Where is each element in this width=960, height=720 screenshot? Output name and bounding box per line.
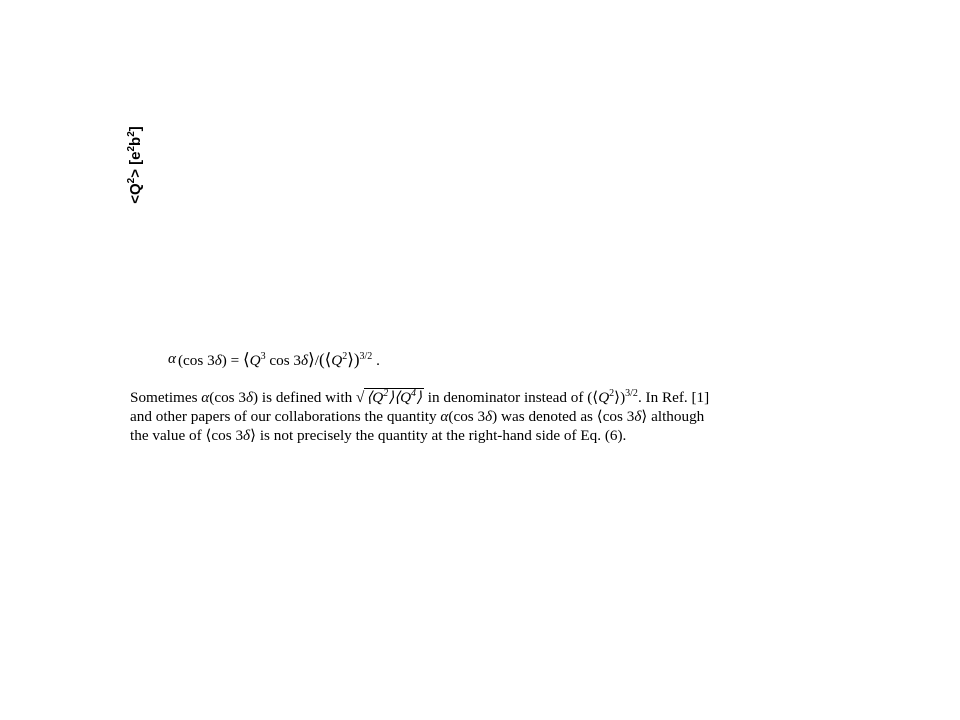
- asymmetry-chart: [0, 470, 960, 720]
- equation-6-body: α: [168, 350, 176, 367]
- paragraph-remark: [130, 388, 810, 445]
- quadrupole-moment-chart: [0, 0, 960, 285]
- top-y-axis-label: $<Q^2> [e^2b^2]$: [126, 126, 144, 204]
- p2-line-3: the value of ⟨cos 3δ⟩ is not precisely the quantity at the right-hand side of Eq. (6).: [130, 427, 627, 444]
- paragraph-definition: [130, 289, 810, 308]
- equation-6: α (cos $3\delta) = ⟨Q^3$ $\cos 3\delta⟩/(⟨Q^2⟩)^{3/2}$ .: [168, 350, 380, 369]
- p2-line-2: and other papers of our collaborations the quantity α(cos 3δ) was denoted as ⟨cos 3δ⟩ although: [130, 408, 705, 425]
- p2-line-1: Sometimes α(cos 3δ) is defined with √ $⟨Q^2⟩⟨Q^4⟩$ in denominator instead of $(⟨Q^2⟩)^{3/2}$. In Ref. [1]: [130, 387, 710, 406]
